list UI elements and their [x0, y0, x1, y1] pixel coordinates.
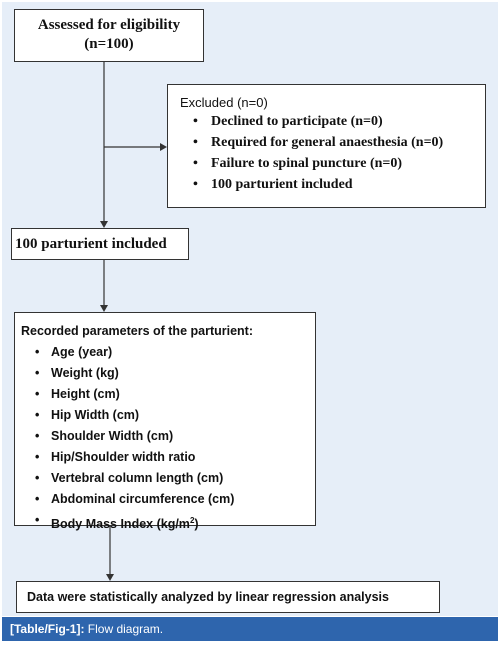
list-item: • Hip Width (cm)	[21, 405, 315, 426]
analysis-box	[16, 581, 440, 613]
list-item: • Hip/Shoulder width ratio	[21, 447, 315, 468]
assessed-count: (n=100)	[84, 36, 134, 52]
bullet-icon: •	[193, 177, 198, 192]
bullet-icon: •	[35, 513, 40, 527]
bullet-icon: •	[35, 345, 40, 359]
bullet-icon: •	[35, 408, 40, 422]
bullet-icon: •	[35, 450, 40, 464]
bullet-icon: •	[193, 135, 198, 150]
bullet-icon: •	[35, 471, 40, 485]
caption-text: Flow diagram.	[87, 622, 164, 636]
analysis-text: Data were statistically analyzed by linear regression analysis	[27, 590, 389, 604]
parameters-box	[14, 312, 316, 532]
list-item: • Age (year)	[21, 342, 315, 363]
list-item: • Declined to participate (n=0)	[180, 111, 485, 132]
list-item: • Required for general anaesthesia (n=0)	[180, 132, 485, 153]
figure-caption	[2, 617, 498, 641]
list-item: • Abdominal circumference (cm)	[21, 489, 315, 510]
arrowhead-down	[106, 574, 114, 581]
assessed-title: Assessed for eligibility	[37, 17, 181, 33]
list-item: • Shoulder Width (cm)	[21, 426, 315, 447]
list-item: • Weight (kg)	[21, 363, 315, 384]
bullet-icon: •	[35, 492, 40, 506]
arrowhead-right	[160, 143, 167, 151]
bullet-icon: •	[35, 366, 40, 380]
arrowhead-down	[100, 221, 108, 228]
list-item: • Height (cm)	[21, 384, 315, 405]
excluded-heading: Excluded (n=0)	[180, 95, 268, 110]
bullet-icon: •	[35, 429, 40, 443]
included-box	[11, 228, 189, 260]
parameters-list	[21, 342, 315, 535]
excluded-list	[180, 111, 485, 195]
list-item: • Body Mass Index $(kg/m^2)$	[21, 510, 315, 535]
bullet-icon: •	[193, 156, 198, 171]
bullet-icon: •	[35, 387, 40, 401]
arrowhead-down	[100, 305, 108, 312]
parameters-heading: Recorded parameters of the parturient:	[21, 324, 253, 338]
included-text: 100 parturient included	[15, 236, 167, 252]
excluded-box	[167, 84, 486, 208]
bullet-icon: •	[193, 114, 198, 129]
list-item: • Failure to spinal puncture (n=0)	[180, 153, 485, 174]
list-item: • Vertebral column length (cm)	[21, 468, 315, 489]
list-item: • 100 parturient included	[180, 174, 485, 195]
assessed-box	[14, 9, 204, 62]
caption-label: [Table/Fig-1]:	[10, 622, 85, 636]
